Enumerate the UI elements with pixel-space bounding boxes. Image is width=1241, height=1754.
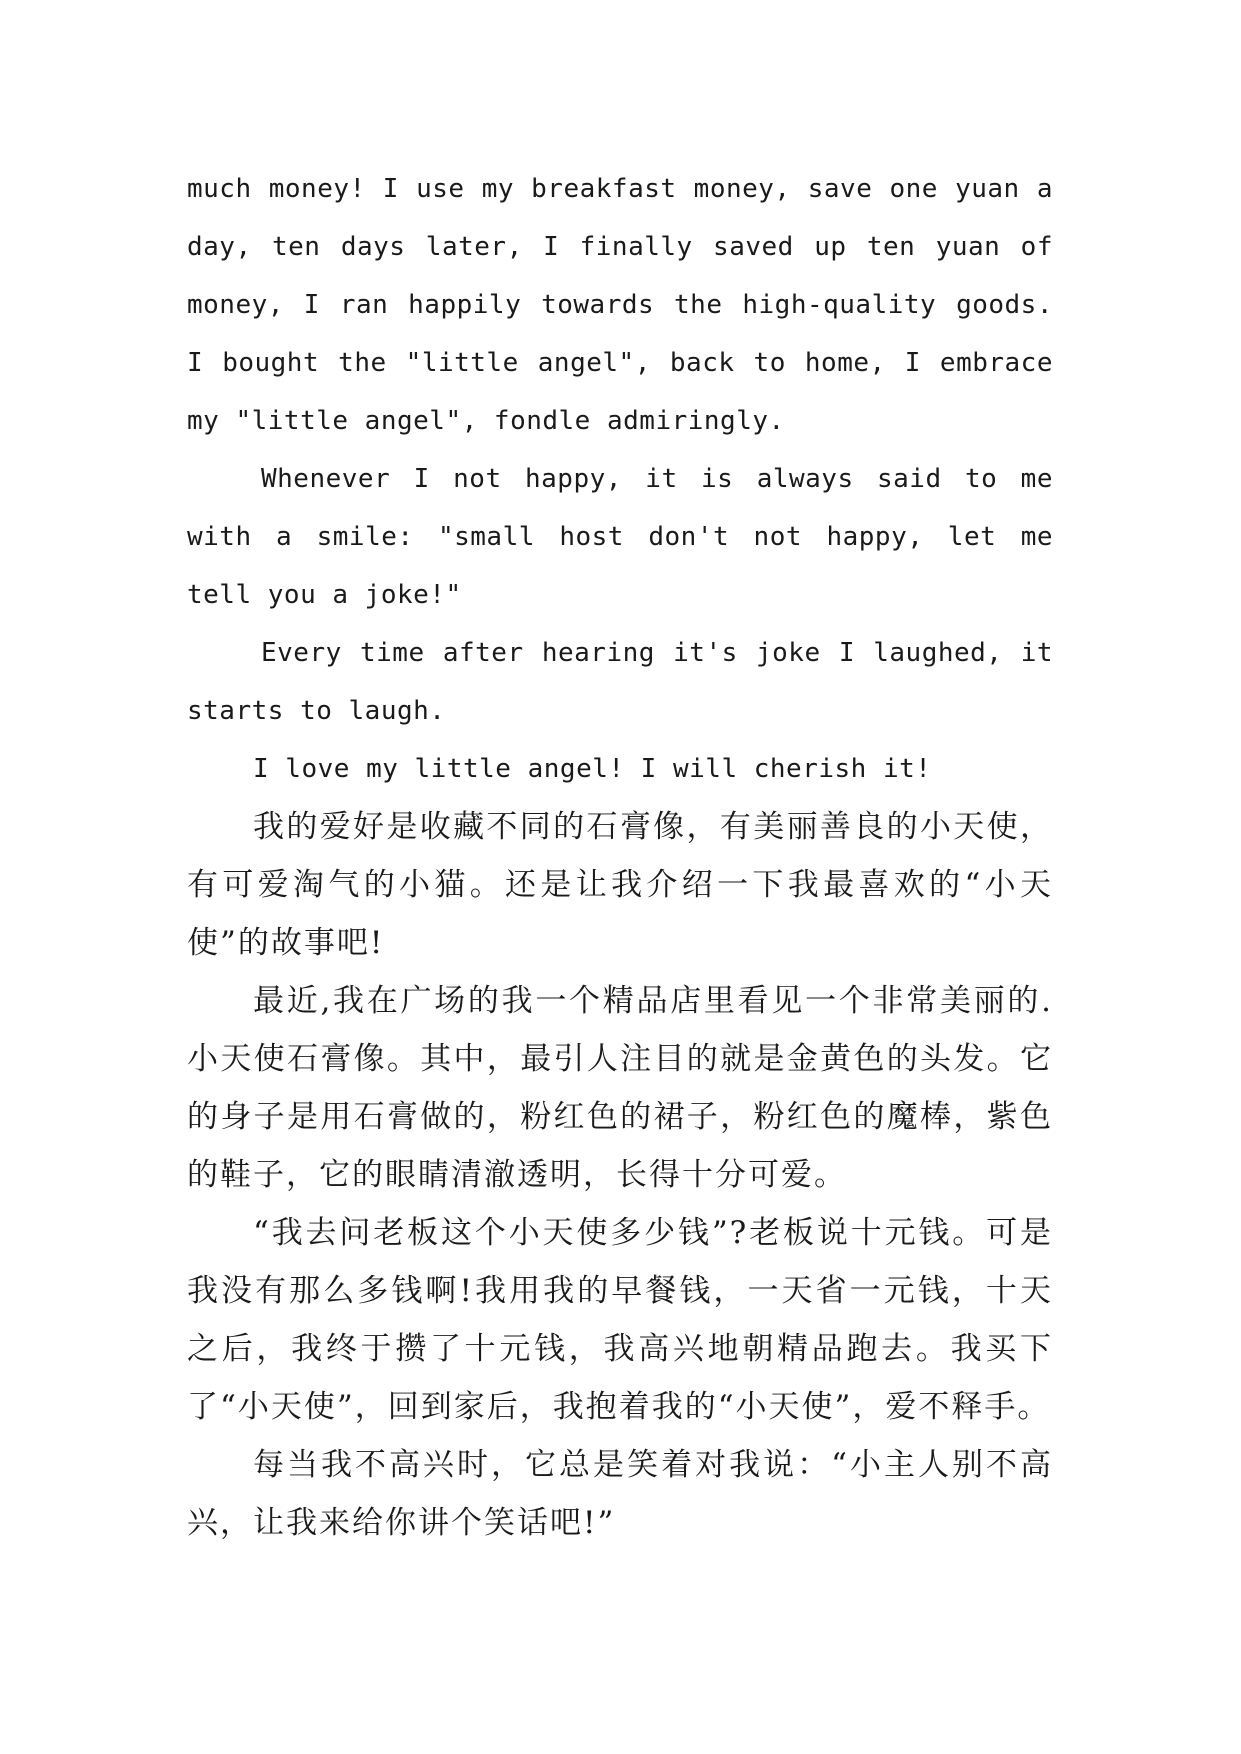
- paragraph-english-4: I love my little angel! I will cherish it!: [253, 754, 932, 784]
- paragraph-english-2: Whenever I not happy, it is always said to me with a smile: "small host don't not happy, let me tell you a joke!": [187, 464, 1053, 610]
- paragraph-chinese-1: 我的爱好是收藏不同的石膏像，有美丽善良的小天使，有可爱淘气的小猫。还是让我介绍一下我最喜欢的“小天使”的故事吧!: [187, 809, 1053, 961]
- paragraph-english-3: Every time after hearing it's joke I laughed, it starts to laugh.: [187, 638, 1053, 726]
- paragraph-english-1: much money! I use my breakfast money, save one yuan a day, ten days later, I finally saved up ten yuan of money, I ran happily towards the high-quality goods. I bought the "little angel", back to home, I embrace my "little angel", fondle admiringly.: [187, 174, 1053, 436]
- paragraph-chinese-2: 最近,我在广场的我一个精品店里看见一个非常美丽的.小天使石膏像。其中，最引人注目的就是金黄色的头发。它的身子是用石膏做的，粉红色的裙子，粉红色的魔棒，紫色的鞋子，它的眼睛清澈透明，长得十分可爱。: [187, 983, 1053, 1193]
- paragraph-chinese-4: 每当我不高兴时，它总是笑着对我说：“小主人别不高兴，让我来给你讲个笑话吧!”: [187, 1447, 1053, 1541]
- document-body: [187, 160, 1053, 1552]
- paragraph-chinese-3: “我去问老板这个小天使多少钱”?老板说十元钱。可是我没有那么多钱啊!我用我的早餐钱，一天省一元钱，十天之后，我终于攒了十元钱，我高兴地朝精品跑去。我买下了“小天使”，回到家后，我抱着我的“小天使”，爱不释手。: [187, 1215, 1053, 1425]
